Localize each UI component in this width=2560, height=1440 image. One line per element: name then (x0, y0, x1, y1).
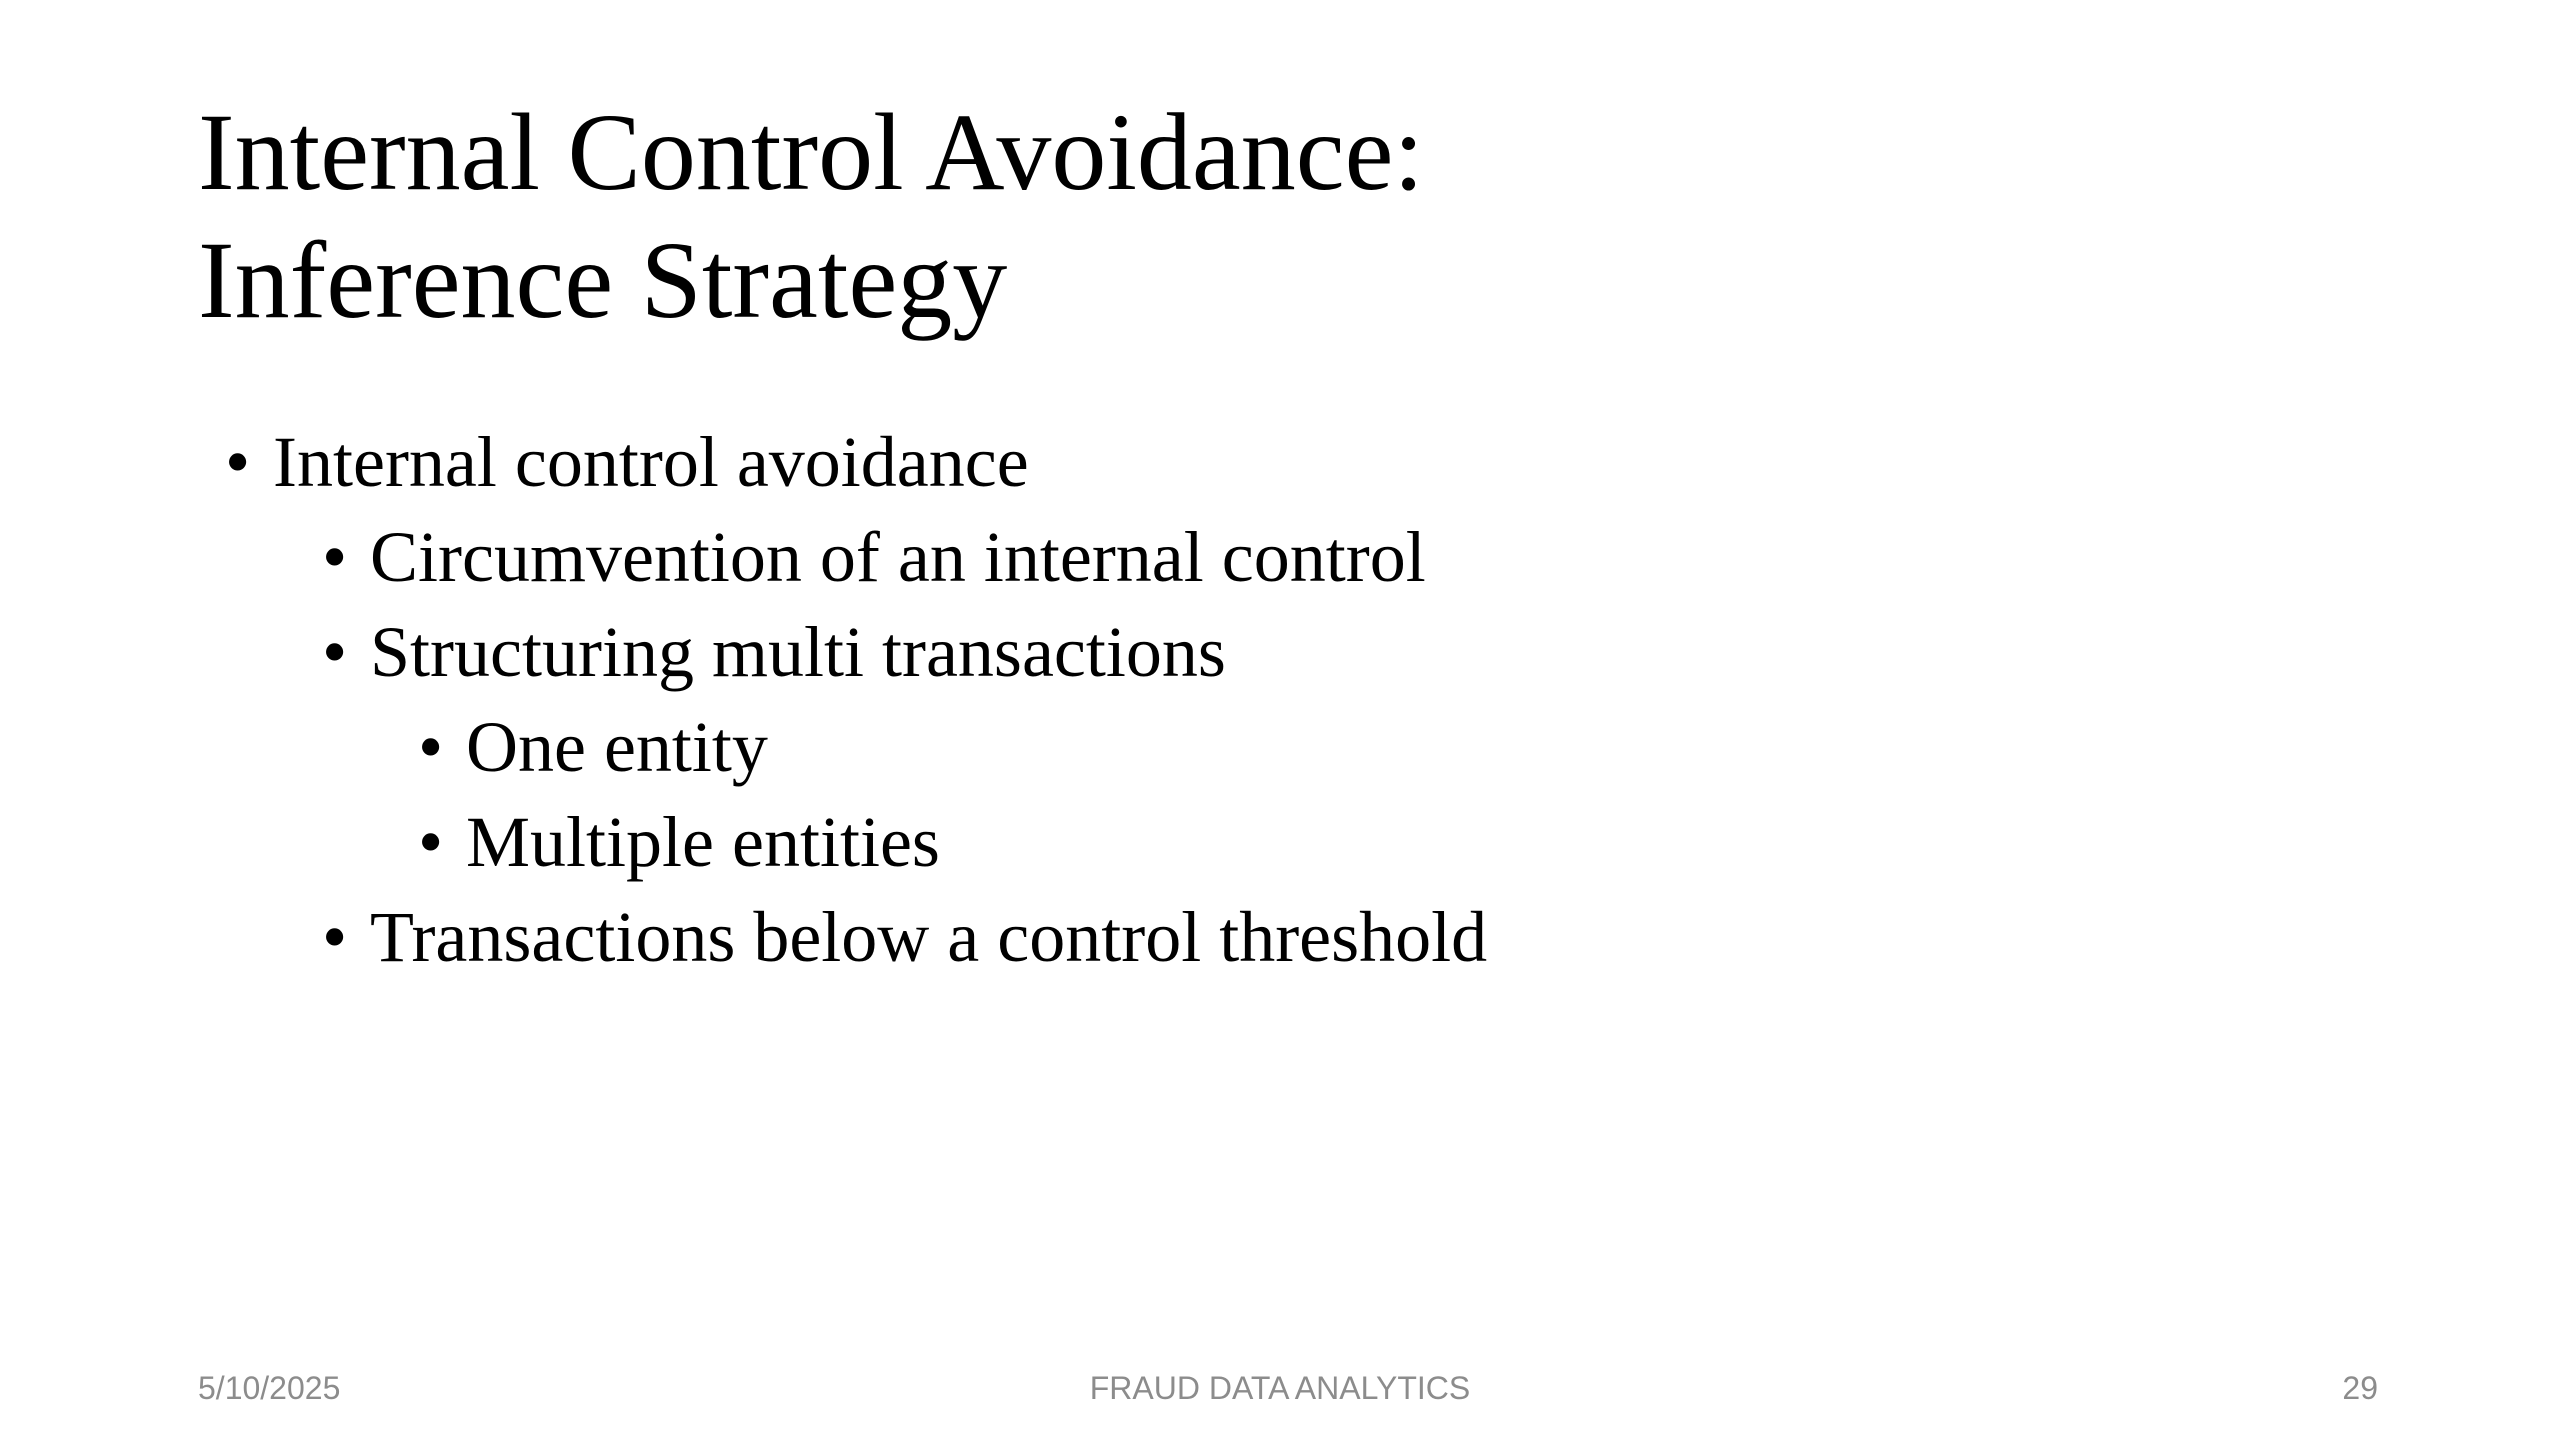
bullet-icon: • (322, 612, 348, 692)
bullet-icon: • (322, 897, 348, 977)
bullet-icon: • (418, 802, 444, 882)
slide-title-line-2: Inference Strategy (198, 219, 1008, 341)
bullet-text: Circumvention of an internal control (370, 517, 1426, 597)
bullet-text: Internal control avoidance (273, 422, 1029, 502)
bullet-text: Transactions below a control threshold (370, 897, 1488, 977)
footer-date: 5/10/2025 (198, 1370, 341, 1406)
bullet-list (0, 415, 2560, 985)
bullet-icon: • (418, 707, 444, 787)
bullet-item-internal-control-avoidance (0, 415, 2560, 510)
footer-page-number: 29 (2342, 1370, 2378, 1406)
bullet-icon: • (225, 422, 251, 502)
bullet-item-circumvention (0, 510, 2560, 605)
bullet-item-one-entity (0, 700, 2560, 795)
bullet-text: One entity (466, 707, 768, 787)
slide-title-line-1: Internal Control Avoidance: (198, 91, 1424, 213)
bullet-item-multiple-entities (0, 795, 2560, 890)
bullet-icon: • (322, 517, 348, 597)
slide-title (198, 88, 2098, 344)
bullet-item-below-threshold (0, 890, 2560, 985)
footer-title: FRAUD DATA ANALYTICS (1089, 1370, 1471, 1406)
bullet-item-structuring (0, 605, 2560, 700)
bullet-text: Multiple entities (466, 802, 940, 882)
bullet-text: Structuring multi transactions (370, 612, 1226, 692)
